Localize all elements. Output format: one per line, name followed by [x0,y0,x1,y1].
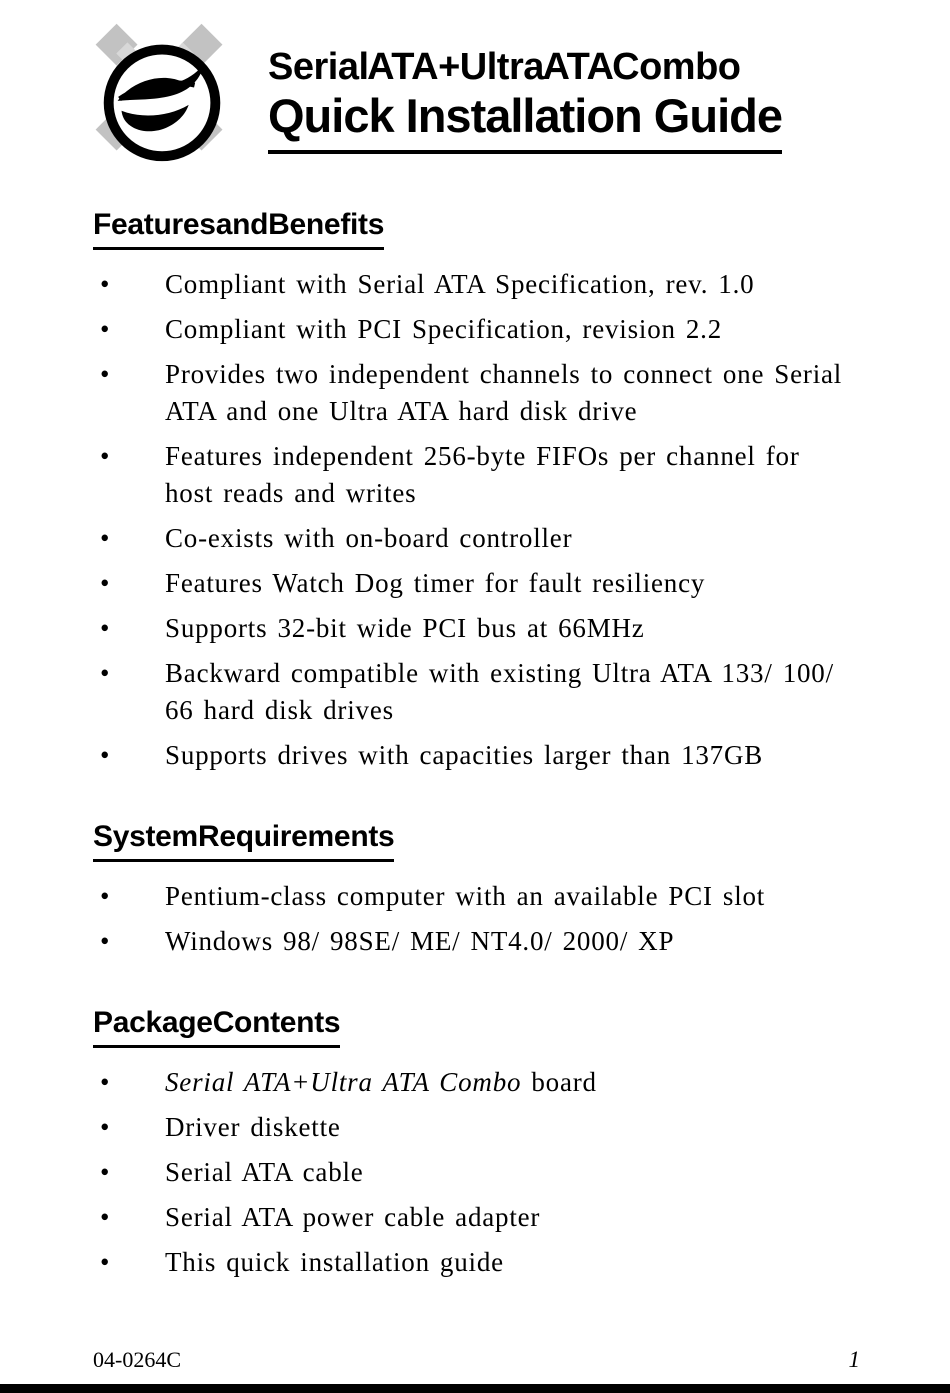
list-item-text: Driver diskette [165,1112,341,1142]
list-item [93,1109,855,1146]
requirements-list [93,878,855,960]
bullet-icon: • [100,1112,110,1142]
bullet-icon: • [100,269,110,299]
list-item [93,520,855,557]
list-item [93,1199,855,1236]
list-item [93,1154,855,1191]
section-features [93,174,855,774]
list-item-text: Features independent 256-byte FIFOs per channel for host reads and writes [165,441,800,508]
bullet-icon: • [100,523,110,553]
list-item [93,311,855,348]
features-list [93,266,855,774]
list-item [93,438,855,512]
bullet-icon: • [100,740,110,770]
bottom-black-bar [0,1384,950,1393]
list-item-text: Supports 32-bit wide PCI bus at 66MHz [165,613,645,643]
list-item [93,1064,855,1101]
list-item-text: This quick installation guide [165,1247,504,1277]
list-item [93,737,855,774]
list-item-text: Serial ATA power cable adapter [165,1202,541,1232]
list-item-text: Windows 98/ 98SE/ ME/ NT4.0/ 2000/ XP [165,926,675,956]
section-package [93,968,855,1281]
bullet-icon: • [100,359,110,389]
bullet-icon: • [100,926,110,956]
package-heading: Package Contents [93,1006,340,1048]
list-item-text: Supports drives with capacities larger than 137GB [165,740,764,770]
list-item [93,610,855,647]
list-item [93,923,855,960]
package-list [93,1064,855,1281]
page-footer [93,1347,860,1373]
bullet-icon: • [100,1157,110,1187]
document-number: 04-0264C [93,1347,181,1372]
siig-logo [84,16,242,174]
bullet-icon: • [100,658,110,688]
list-item-text: Serial ATA cable [165,1157,364,1187]
bullet-icon: • [100,441,110,471]
masthead [0,0,950,174]
list-item [93,1244,855,1281]
bullet-icon: • [100,1202,110,1232]
bullet-icon: • [100,314,110,344]
list-item-text: Backward compatible with existing Ultra ATA 133/ 100/ 66 hard disk drives [165,658,834,725]
page-number: 1 [848,1347,860,1372]
list-item [93,655,855,729]
list-item-text [165,1064,855,1101]
bullet-icon: • [100,613,110,643]
product-name-rest: board [521,1067,597,1097]
product-title: Serial ATA+Ultra ATA Combo [268,46,741,88]
bullet-icon: • [100,568,110,598]
list-item [93,565,855,602]
requirements-heading: System Requirements [93,820,394,862]
list-item-text: Co-exists with on-board controller [165,523,573,553]
bullet-icon: • [100,1067,110,1097]
list-item [93,266,855,303]
bullet-icon: • [100,881,110,911]
section-requirements [93,782,855,960]
list-item-text: Provides two independent channels to connect one Serial ATA and one Ultra ATA hard disk drive [165,359,843,426]
list-item-text: Features Watch Dog timer for fault resiliency [165,568,706,598]
list-item [93,878,855,915]
features-heading: Features and Benefits [93,208,384,250]
bullet-icon: • [100,1247,110,1277]
document-title: Quick Installation Guide [268,88,782,142]
list-item-text: Pentium-class computer with an available PCI slot [165,881,766,911]
title-block [268,16,782,154]
list-item [93,356,855,430]
product-name-italic: Serial ATA+Ultra ATA Combo [165,1067,522,1097]
list-item-text: Compliant with Serial ATA Specification, rev. 1.0 [165,269,755,299]
list-item-text: Compliant with PCI Specification, revision 2.2 [165,314,722,344]
